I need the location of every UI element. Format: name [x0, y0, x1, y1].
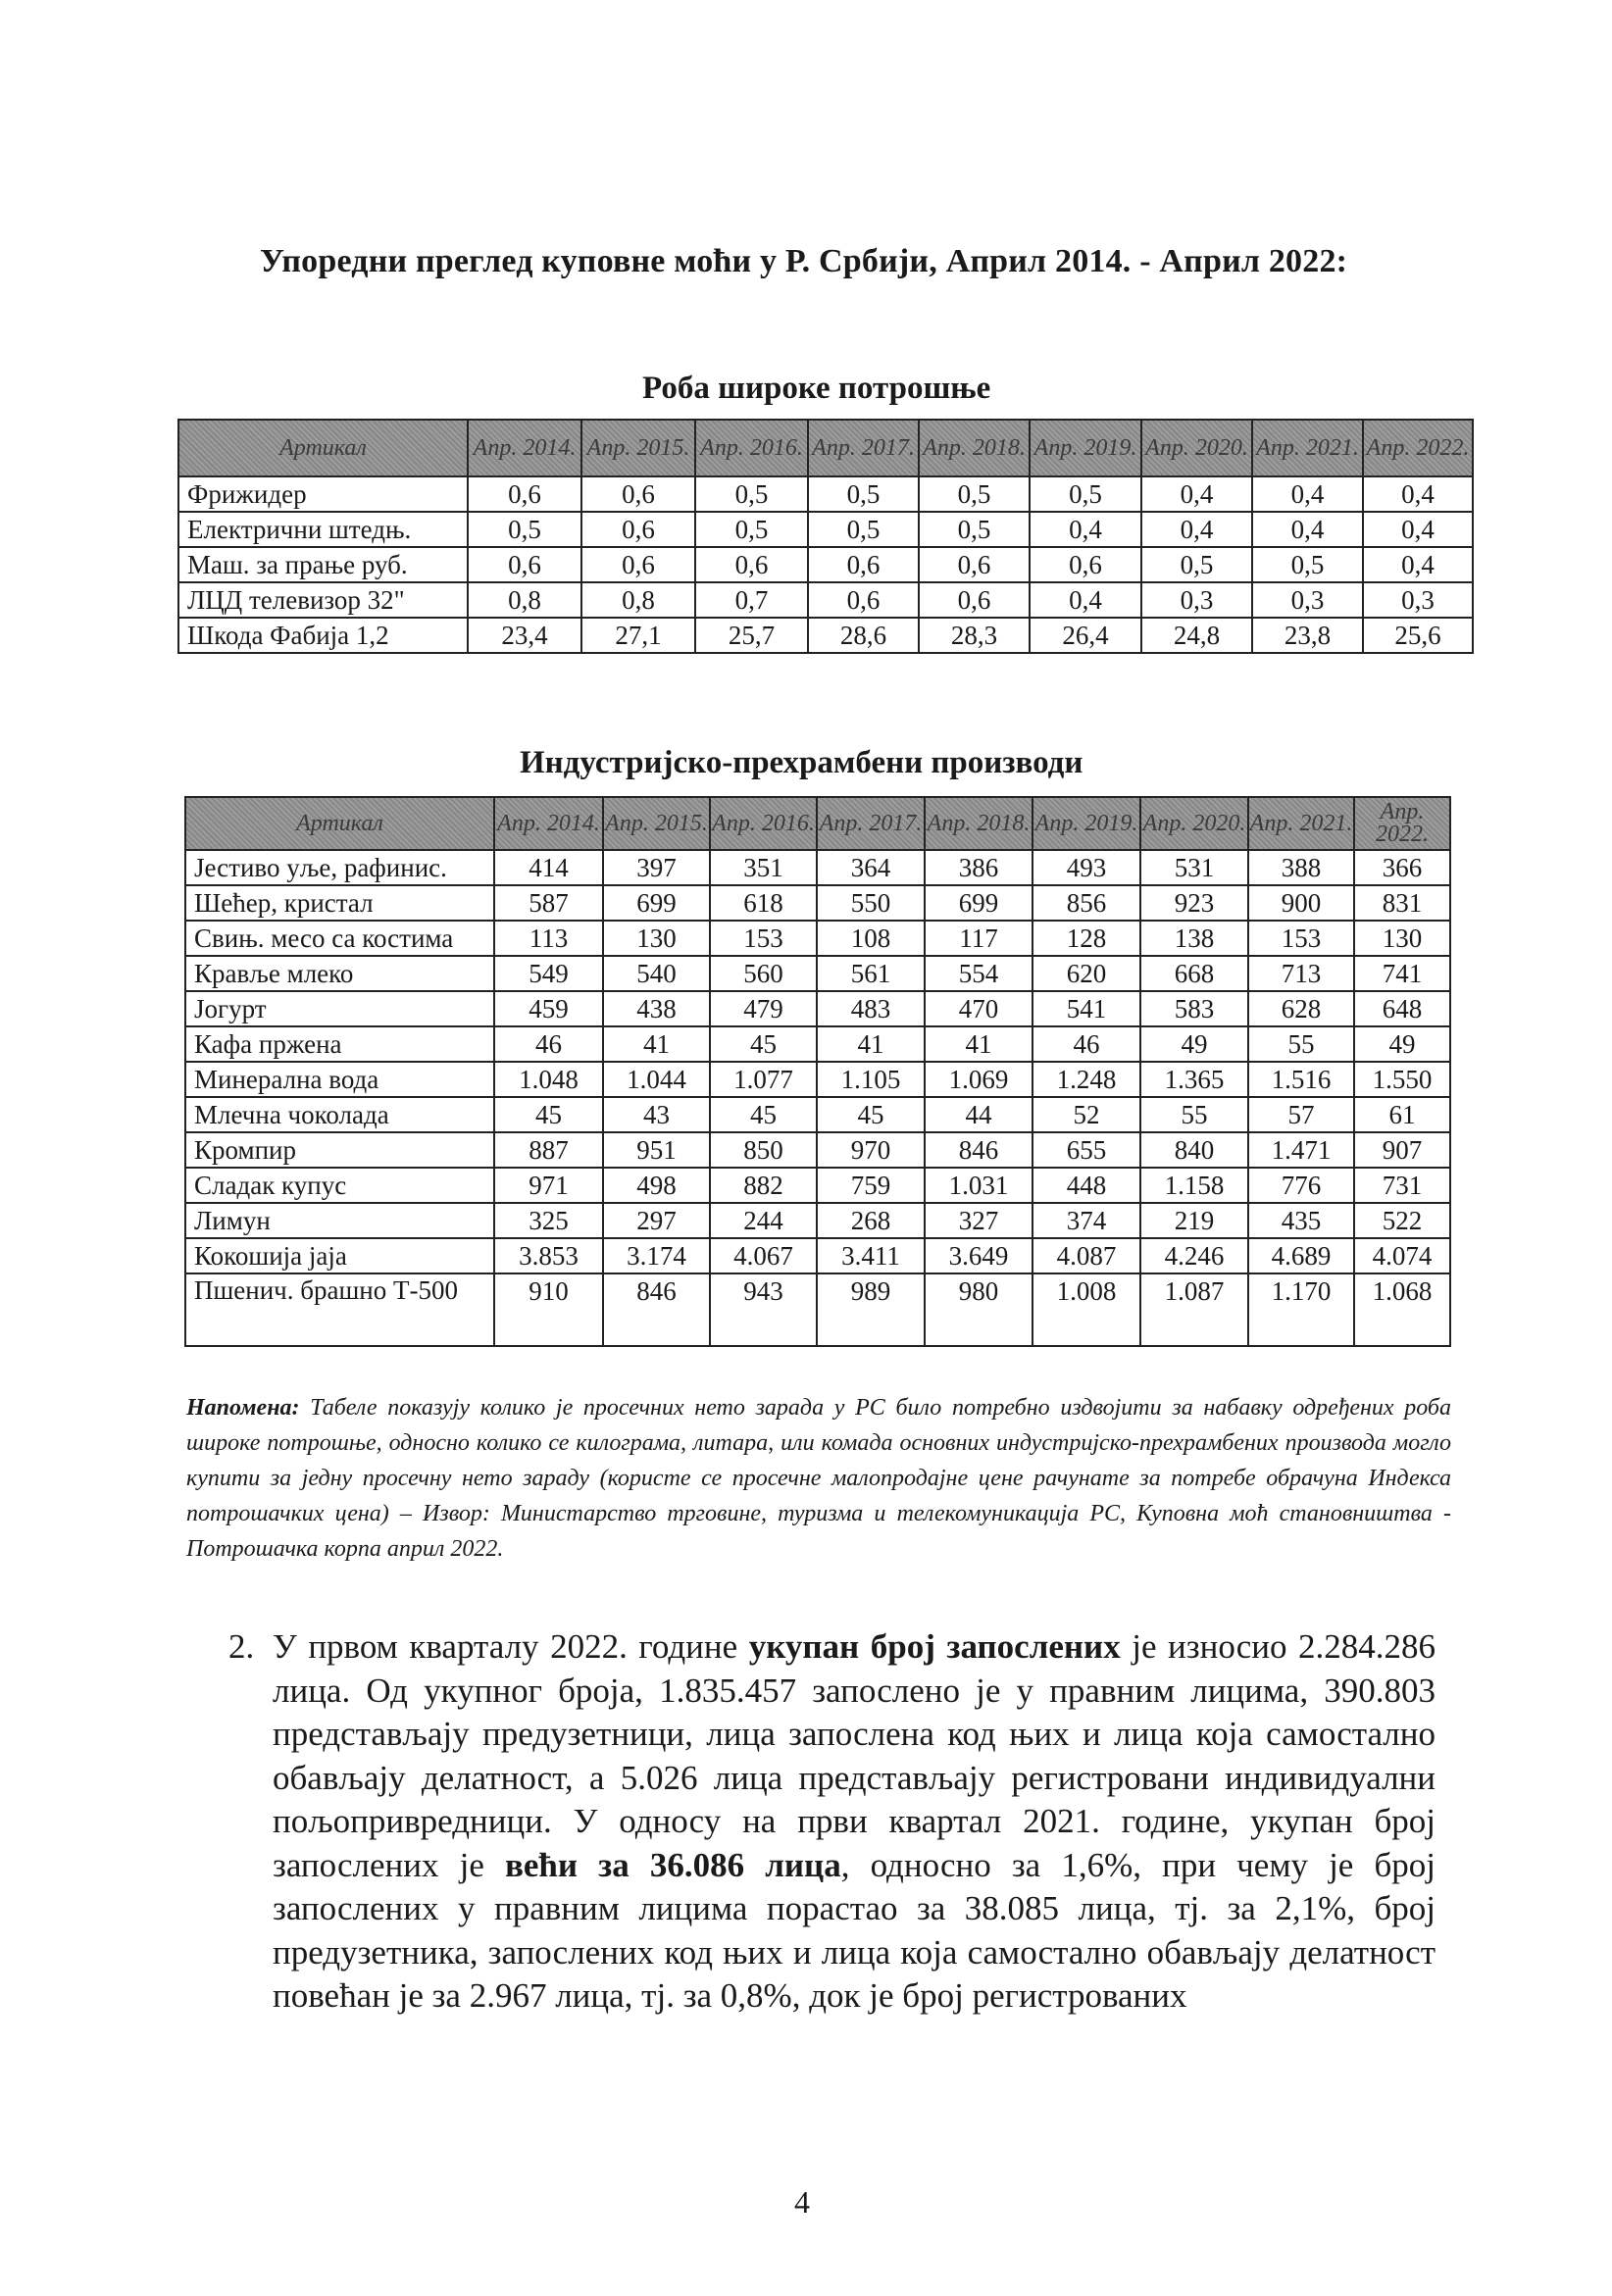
data-cell: 128 — [1033, 921, 1140, 956]
header-cell: Артикал — [178, 420, 468, 476]
data-cell: 776 — [1248, 1168, 1354, 1203]
data-cell: 741 — [1354, 956, 1450, 991]
data-cell: 1.158 — [1140, 1168, 1248, 1203]
data-cell: 3.411 — [817, 1238, 925, 1273]
table-row — [185, 921, 1450, 956]
row-label: Лимун — [185, 1203, 494, 1238]
data-cell: 1.069 — [925, 1062, 1033, 1097]
header-cell: Апр. 2021. — [1248, 797, 1354, 850]
row-label: Сладак купус — [185, 1168, 494, 1203]
data-cell: 61 — [1354, 1097, 1450, 1132]
data-cell: 1.550 — [1354, 1062, 1450, 1097]
data-cell: 0,3 — [1252, 582, 1363, 618]
data-cell: 153 — [1248, 921, 1354, 956]
data-cell: 435 — [1248, 1203, 1354, 1238]
data-cell: 831 — [1354, 885, 1450, 921]
data-cell: 28,6 — [808, 618, 919, 653]
data-cell: 1.077 — [710, 1062, 817, 1097]
data-cell: 1.248 — [1033, 1062, 1140, 1097]
data-cell: 0,6 — [581, 476, 695, 512]
data-cell: 0,3 — [1363, 582, 1473, 618]
para-text: У првом кварталу 2022. године — [273, 1627, 749, 1666]
row-label: Шећер, кристал — [185, 885, 494, 921]
header-cell: Апр. 2021. — [1252, 420, 1363, 476]
header-cell: Апр. 2018. — [925, 797, 1033, 850]
data-cell: 907 — [1354, 1132, 1450, 1168]
header-cell: Апр. 2016. — [710, 797, 817, 850]
data-cell: 1.044 — [603, 1062, 710, 1097]
data-cell: 27,1 — [581, 618, 695, 653]
list-number: 2. — [228, 1627, 255, 1666]
data-cell: 397 — [603, 850, 710, 885]
data-cell: 0,5 — [919, 476, 1030, 512]
data-cell: 4.689 — [1248, 1238, 1354, 1273]
header-cell: Апр. 2017. — [817, 797, 925, 850]
para-text: је износио 2.284.286 лица. Од укупног броја, 1.835.457 запослено је у правним лицима, 390.803 представљају предузетници, лица запослена код њих и лица која самостално обављају делатност, а 5.026 лица представљају регистровани индивидуални пољопривредници. У односу на први квартал 2021. године, укупан број запослених је — [273, 1627, 1436, 1884]
data-cell: 41 — [817, 1026, 925, 1062]
data-cell: 268 — [817, 1203, 925, 1238]
header-cell: Апр. 2022. — [1363, 420, 1473, 476]
data-cell: 498 — [603, 1168, 710, 1203]
data-cell: 628 — [1248, 991, 1354, 1026]
data-cell: 130 — [603, 921, 710, 956]
row-label: Кафа пржена — [185, 1026, 494, 1062]
data-cell: 0,4 — [1252, 476, 1363, 512]
row-label: Шкода Фабија 1,2 — [178, 618, 468, 653]
data-cell: 1.471 — [1248, 1132, 1354, 1168]
data-cell: 0,5 — [1252, 547, 1363, 582]
data-cell: 41 — [603, 1026, 710, 1062]
data-cell: 0,5 — [919, 512, 1030, 547]
row-label: Млечна чоколада — [185, 1097, 494, 1132]
header-cell: Апр. 2017. — [808, 420, 919, 476]
table-row — [178, 547, 1473, 582]
consumer-goods-table — [177, 419, 1474, 654]
data-cell: 117 — [925, 921, 1033, 956]
row-label: Јогурт — [185, 991, 494, 1026]
data-cell: 4.087 — [1033, 1238, 1140, 1273]
data-cell: 325 — [494, 1203, 603, 1238]
data-cell: 55 — [1248, 1026, 1354, 1062]
header-cell: Апр. 2016. — [695, 420, 808, 476]
row-label: ЛЦД телевизор 32" — [178, 582, 468, 618]
data-cell: 554 — [925, 956, 1033, 991]
data-cell: 583 — [1140, 991, 1248, 1026]
page-title: Упоредни преглед куповне моћи у Р. Србији, Април 2014. - Април 2022: — [260, 243, 1348, 279]
data-cell: 374 — [1033, 1203, 1140, 1238]
food-products-table — [184, 796, 1451, 1347]
data-cell: 1.008 — [1033, 1273, 1140, 1346]
page-number: 4 — [794, 2184, 810, 2220]
data-cell: 0,4 — [1030, 582, 1141, 618]
header-cell: Артикал — [185, 797, 494, 850]
header-cell: Апр. 2020. — [1140, 797, 1248, 850]
table-row — [178, 512, 1473, 547]
para-text: , односно за 1,6%, при чему је број запослених у правним лицима порастао за 38.085 лица, тј. за 2,1%, број предузетника, запослених код њих и лица која самостално обављају делатност повећан је за 2.967 лица, тј. за 0,8%, док је број регистрованих — [273, 1845, 1436, 2015]
data-cell: 668 — [1140, 956, 1248, 991]
header-cell: Апр. 2014. — [468, 420, 581, 476]
row-label: Крављe млеко — [185, 956, 494, 991]
row-label: Електрични штедњ. — [178, 512, 468, 547]
data-cell: 0,6 — [808, 547, 919, 582]
data-cell: 438 — [603, 991, 710, 1026]
para-bold: укупан број запослених — [748, 1627, 1121, 1666]
data-cell: 882 — [710, 1168, 817, 1203]
data-cell: 980 — [925, 1273, 1033, 1346]
data-cell: 386 — [925, 850, 1033, 885]
data-cell: 138 — [1140, 921, 1248, 956]
table-row — [185, 1132, 1450, 1168]
header-cell: Апр. 2018. — [919, 420, 1030, 476]
data-cell: 0,3 — [1141, 582, 1252, 618]
table-row — [185, 885, 1450, 921]
data-cell: 699 — [925, 885, 1033, 921]
data-cell: 0,6 — [919, 547, 1030, 582]
data-cell: 448 — [1033, 1168, 1140, 1203]
data-cell: 297 — [603, 1203, 710, 1238]
data-cell: 479 — [710, 991, 817, 1026]
data-cell: 3.853 — [494, 1238, 603, 1273]
data-cell: 459 — [494, 991, 603, 1026]
data-cell: 0,4 — [1141, 476, 1252, 512]
header-cell: Апр. 2014. — [494, 797, 603, 850]
data-cell: 850 — [710, 1132, 817, 1168]
data-cell: 25,7 — [695, 618, 808, 653]
table-row — [178, 476, 1473, 512]
data-cell: 0,4 — [1030, 512, 1141, 547]
header-cell: Апр. 2019. — [1033, 797, 1140, 850]
table2-header-row — [185, 797, 1450, 850]
data-cell: 846 — [925, 1132, 1033, 1168]
row-label: Минерална вода — [185, 1062, 494, 1097]
data-cell: 244 — [710, 1203, 817, 1238]
data-cell: 731 — [1354, 1168, 1450, 1203]
employment-paragraph — [273, 1625, 1436, 2019]
data-cell: 23,4 — [468, 618, 581, 653]
data-cell: 113 — [494, 921, 603, 956]
table-row — [185, 1238, 1450, 1273]
data-cell: 971 — [494, 1168, 603, 1203]
data-cell: 0,6 — [808, 582, 919, 618]
data-cell: 759 — [817, 1168, 925, 1203]
table-row — [185, 1168, 1450, 1203]
data-cell: 910 — [494, 1273, 603, 1346]
data-cell: 388 — [1248, 850, 1354, 885]
data-cell: 1.087 — [1140, 1273, 1248, 1346]
data-cell: 52 — [1033, 1097, 1140, 1132]
data-cell: 351 — [710, 850, 817, 885]
data-cell: 620 — [1033, 956, 1140, 991]
data-cell: 560 — [710, 956, 817, 991]
table1-title: Роба широке потрошње — [642, 371, 991, 406]
data-cell: 470 — [925, 991, 1033, 1026]
note-label: Напомена: — [186, 1395, 300, 1421]
data-cell: 0,4 — [1363, 512, 1473, 547]
data-cell: 4.074 — [1354, 1238, 1450, 1273]
data-cell: 24,8 — [1141, 618, 1252, 653]
row-label: Јестиво уље, рафинис. — [185, 850, 494, 885]
data-cell: 561 — [817, 956, 925, 991]
table2-title: Индустријско-прехрамбени производи — [520, 745, 1083, 780]
row-label: Фрижидер — [178, 476, 468, 512]
data-cell: 45 — [494, 1097, 603, 1132]
table-row — [185, 956, 1450, 991]
data-cell: 989 — [817, 1273, 925, 1346]
data-cell: 1.048 — [494, 1062, 603, 1097]
data-cell: 28,3 — [919, 618, 1030, 653]
data-cell: 1.031 — [925, 1168, 1033, 1203]
data-cell: 0,6 — [1030, 547, 1141, 582]
table-row — [185, 1097, 1450, 1132]
row-label: Свињ. месо са костима — [185, 921, 494, 956]
data-cell: 1.365 — [1140, 1062, 1248, 1097]
header-cell: Апр. 2022. — [1354, 797, 1450, 850]
data-cell: 49 — [1140, 1026, 1248, 1062]
table1-header-row — [178, 420, 1473, 476]
data-cell: 0,6 — [581, 512, 695, 547]
data-cell: 846 — [603, 1273, 710, 1346]
data-cell: 49 — [1354, 1026, 1450, 1062]
table-row — [185, 991, 1450, 1026]
data-cell: 900 — [1248, 885, 1354, 921]
data-cell: 219 — [1140, 1203, 1248, 1238]
data-cell: 364 — [817, 850, 925, 885]
data-cell: 414 — [494, 850, 603, 885]
data-cell: 41 — [925, 1026, 1033, 1062]
data-cell: 26,4 — [1030, 618, 1141, 653]
para-bold: већи за 36.086 лица — [505, 1845, 841, 1884]
data-cell: 0,5 — [695, 476, 808, 512]
data-cell: 130 — [1354, 921, 1450, 956]
data-cell: 648 — [1354, 991, 1450, 1026]
table-row — [185, 1062, 1450, 1097]
data-cell: 4.246 — [1140, 1238, 1248, 1273]
data-cell: 327 — [925, 1203, 1033, 1238]
data-cell: 0,4 — [1363, 547, 1473, 582]
data-cell: 4.067 — [710, 1238, 817, 1273]
data-cell: 0,8 — [468, 582, 581, 618]
row-label: Пшенич. брашно Т-500 — [185, 1273, 494, 1346]
note-text: Табеле показују колико је просечних нето зарада у РС било потребно издвојити за набавку одређених роба широке потрошње, односно колико се килограма, литара, или комада основних индустријско-прехрамбених производа могло купити за једну просечну нето зараду (користе се просечне малопродајне цене рачунате за потребе обрачуна Индекса потрошачких цена) – Извор: Министарство трговине, туризма и телекомуникација РС, Куповна моћ становништва - Потрошачка корпа април 2022. — [186, 1395, 1451, 1562]
data-cell: 46 — [1033, 1026, 1140, 1062]
table-row — [185, 850, 1450, 885]
table-row — [185, 1203, 1450, 1238]
data-cell: 0,4 — [1141, 512, 1252, 547]
data-cell: 108 — [817, 921, 925, 956]
data-cell: 3.649 — [925, 1238, 1033, 1273]
header-cell: Апр. 2019. — [1030, 420, 1141, 476]
data-cell: 1.170 — [1248, 1273, 1354, 1346]
data-cell: 44 — [925, 1097, 1033, 1132]
data-cell: 0,5 — [1141, 547, 1252, 582]
data-cell: 0,5 — [808, 476, 919, 512]
table-row — [185, 1026, 1450, 1062]
table-row — [178, 618, 1473, 653]
data-cell: 366 — [1354, 850, 1450, 885]
data-cell: 541 — [1033, 991, 1140, 1026]
data-cell: 0,5 — [1030, 476, 1141, 512]
data-cell: 45 — [710, 1097, 817, 1132]
data-cell: 0,5 — [695, 512, 808, 547]
data-cell: 0,5 — [468, 512, 581, 547]
data-cell: 887 — [494, 1132, 603, 1168]
data-cell: 0,6 — [468, 547, 581, 582]
data-cell: 45 — [817, 1097, 925, 1132]
row-label: Кромпир — [185, 1132, 494, 1168]
data-cell: 0,7 — [695, 582, 808, 618]
data-cell: 531 — [1140, 850, 1248, 885]
data-cell: 923 — [1140, 885, 1248, 921]
data-cell: 713 — [1248, 956, 1354, 991]
data-cell: 0,6 — [581, 547, 695, 582]
data-cell: 618 — [710, 885, 817, 921]
header-cell: Апр. 2015. — [603, 797, 710, 850]
data-cell: 1.068 — [1354, 1273, 1450, 1346]
data-cell: 493 — [1033, 850, 1140, 885]
data-cell: 55 — [1140, 1097, 1248, 1132]
data-cell: 943 — [710, 1273, 817, 1346]
data-cell: 3.174 — [603, 1238, 710, 1273]
table-row — [178, 582, 1473, 618]
data-cell: 522 — [1354, 1203, 1450, 1238]
data-cell: 0,6 — [468, 476, 581, 512]
data-cell: 970 — [817, 1132, 925, 1168]
data-cell: 43 — [603, 1097, 710, 1132]
data-cell: 23,8 — [1252, 618, 1363, 653]
data-cell: 840 — [1140, 1132, 1248, 1168]
table-note — [186, 1390, 1451, 1567]
data-cell: 0,8 — [581, 582, 695, 618]
data-cell: 0,4 — [1363, 476, 1473, 512]
data-cell: 699 — [603, 885, 710, 921]
header-cell: Апр. 2020. — [1141, 420, 1252, 476]
data-cell: 0,5 — [808, 512, 919, 547]
data-cell: 57 — [1248, 1097, 1354, 1132]
data-cell: 45 — [710, 1026, 817, 1062]
data-cell: 587 — [494, 885, 603, 921]
data-cell: 655 — [1033, 1132, 1140, 1168]
row-label: Кокошија јаја — [185, 1238, 494, 1273]
data-cell: 549 — [494, 956, 603, 991]
data-cell: 153 — [710, 921, 817, 956]
data-cell: 483 — [817, 991, 925, 1026]
data-cell: 0,6 — [919, 582, 1030, 618]
row-label: Маш. за прање руб. — [178, 547, 468, 582]
header-cell: Апр. 2015. — [581, 420, 695, 476]
data-cell: 25,6 — [1363, 618, 1473, 653]
data-cell: 0,6 — [695, 547, 808, 582]
data-cell: 0,4 — [1252, 512, 1363, 547]
data-cell: 1.516 — [1248, 1062, 1354, 1097]
data-cell: 46 — [494, 1026, 603, 1062]
data-cell: 856 — [1033, 885, 1140, 921]
data-cell: 1.105 — [817, 1062, 925, 1097]
table-row — [185, 1273, 1450, 1346]
data-cell: 540 — [603, 956, 710, 991]
data-cell: 550 — [817, 885, 925, 921]
data-cell: 951 — [603, 1132, 710, 1168]
